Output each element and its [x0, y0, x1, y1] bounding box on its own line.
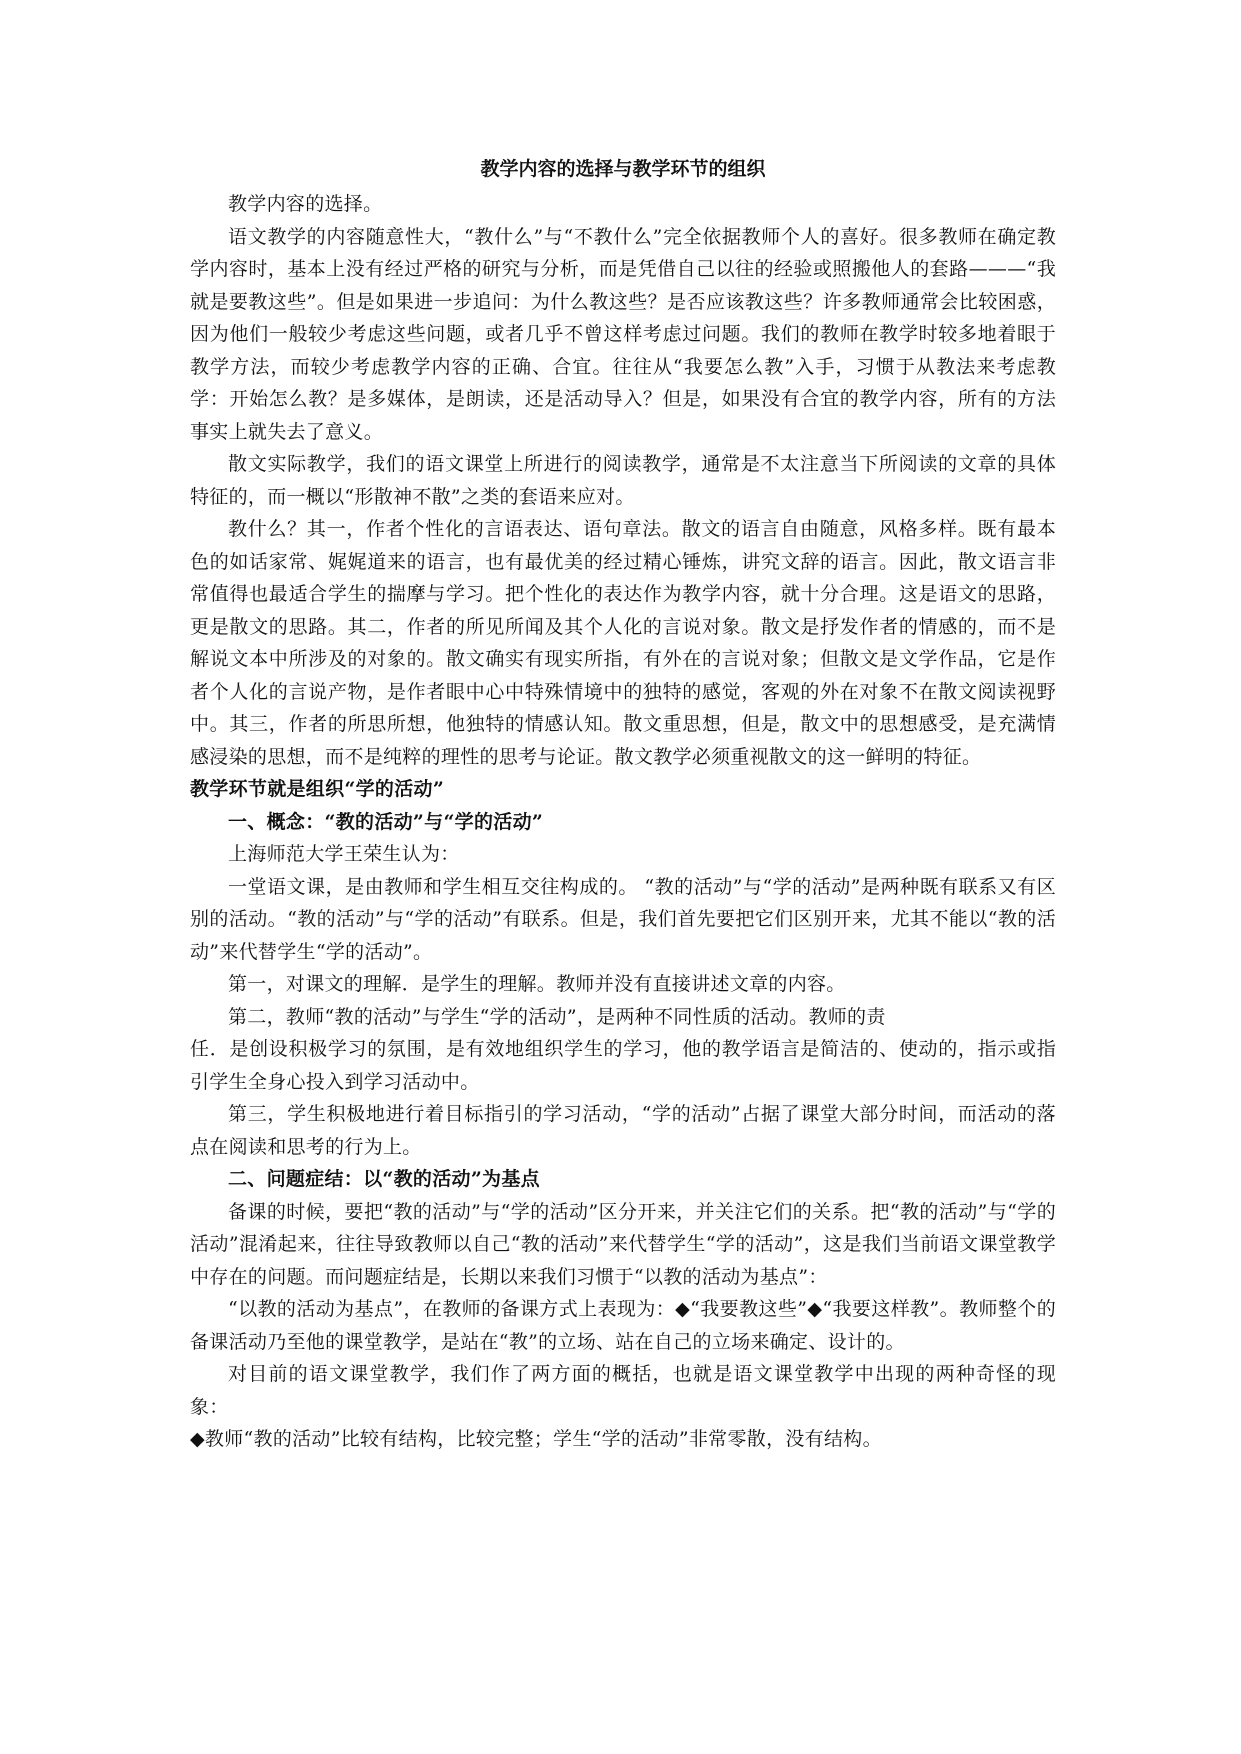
paragraph-two-phenomena: 对目前的语文课堂教学，我们作了两方面的概括，也就是语文课堂教学中出现的两种奇怪的现象：: [190, 1363, 1056, 1418]
paragraph-bullet-structure: ◆教师“教的活动”比较有结构，比较完整；学生“学的活动”非常零散，没有结构。: [190, 1428, 882, 1450]
paragraph-teaching-basis: “以教的活动为基点”，在教师的备课方式上表现为：◆“我要教这些”◆“我要这样教”。教师整个的备课活动乃至他的课堂教学，是站在“教”的立场、站在自己的立场来确定、设计的。: [190, 1298, 1056, 1353]
document-title: 教学内容的选择与教学环节的组织: [480, 158, 766, 180]
paragraph-content-arbitrariness: 语文教学的内容随意性大，“教什么”与“不教什么”完全依据教师个人的喜好。很多教师在确定教学内容时，基本上没有经过严格的研究与分析，而是凭借自己以往的经验或照搬他人的套路———“我就是要教这些”。但是如果进一步追问：为什么教这些？是否应该教这些？许多教师通常会比较困惑，因为他们一般较少考虑这些问题，或者几乎不曾这样考虑过问题。我们的教师在教学时较多地着眼于教学方法，而较少考虑教学内容的正确、合宜。往往从“我要怎么教”入手，习惯于从教法来考虑教学：开始怎么教？是多媒体，是朗读，还是活动导入？但是，如果没有合宜的教学内容，所有的方法事实上就失去了意义。: [190, 225, 1056, 443]
section-heading-learning-activities: 教学环节就是组织“学的活动”: [190, 778, 445, 800]
paragraph-second-point-continued: 任．是创设积极学习的氛围，是有效地组织学生的学习，他的教学语言是简洁的、使动的，指示或指引学生全身心投入到学习活动中。: [190, 1038, 1056, 1093]
subheading-concept: 一、概念：“教的活动”与“学的活动”: [228, 810, 544, 833]
paragraph-third-point: 第三，学生积极地进行着目标指引的学习活动，“学的活动”占据了课堂大部分时间，而活动的落点在阅读和思考的行为上。: [190, 1103, 1056, 1158]
paragraph-second-point: 第二，教师“教的活动”与学生“学的活动”，是两种不同性质的活动。教师的责: [228, 1005, 886, 1028]
paragraph-lesson-preparation: 备课的时候，要把“教的活动”与“学的活动”区分开来，并关注它们的关系。把“教的活动”与“学的活动”混淆起来，往往导致教师以自己“教的活动”来代替学生“学的活动”，这是我们当前语文课堂教学中存在的问题。而问题症结是，长期以来我们习惯于“以教的活动为基点”：: [190, 1200, 1056, 1288]
paragraph-prose-teaching: 散文实际教学，我们的语文课堂上所进行的阅读教学，通常是不太注意当下所阅读的文章的具体特征的，而一概以“形散神不散”之类的套语来应对。: [190, 453, 1056, 508]
subheading-problem-crux: 二、问题症结：以“教的活动”为基点: [228, 1168, 540, 1190]
paragraph-first-point: 第一，对课文的理解．是学生的理解。教师并没有直接讲述文章的内容。: [228, 973, 846, 995]
paragraph-wang-rongsheng: 上海师范大学王荣生认为：: [228, 843, 460, 865]
paragraph-content-selection-heading: 教学内容的选择。: [228, 193, 383, 215]
paragraph-what-to-teach: 教什么？其一，作者个性化的言语表达、语句章法。散文的语言自由随意，风格多样。既有最本色的如话家常、娓娓道来的语言，也有最优美的经过精心锤炼，讲究文辞的语言。因此，散文语言非常值得也最适合学生的揣摩与学习。把个性化的表达作为教学内容，就十分合理。这是语文的思路，更是散文的思路。其二，作者的所见所闻及其个人化的言说对象。散文是抒发作者的情感的，而不是解说文本中所涉及的对象的。散文确实有现实所指，有外在的言说对象；但散文是文学作品，它是作者个人化的言说产物，是作者眼中心中特殊情境中的独特的感觉，客观的外在对象不在散文阅读视野中。其三，作者的所思所想，他独特的情感认知。散文重思想，但是，散文中的思想感受，是充满情感浸染的思想，而不是纯粹的理性的思考与论证。散文教学必须重视散文的这一鲜明的特征。: [190, 518, 1056, 768]
paragraph-lesson-interaction: 一堂语文课，是由教师和学生相互交往构成的。 “教的活动”与“学的活动”是两种既有联系又有区别的活动。“教的活动”与“学的活动”有联系。但是，我们首先要把它们区别开来，尤其不能以“教的活动”来代替学生“学的活动”。: [190, 875, 1056, 963]
